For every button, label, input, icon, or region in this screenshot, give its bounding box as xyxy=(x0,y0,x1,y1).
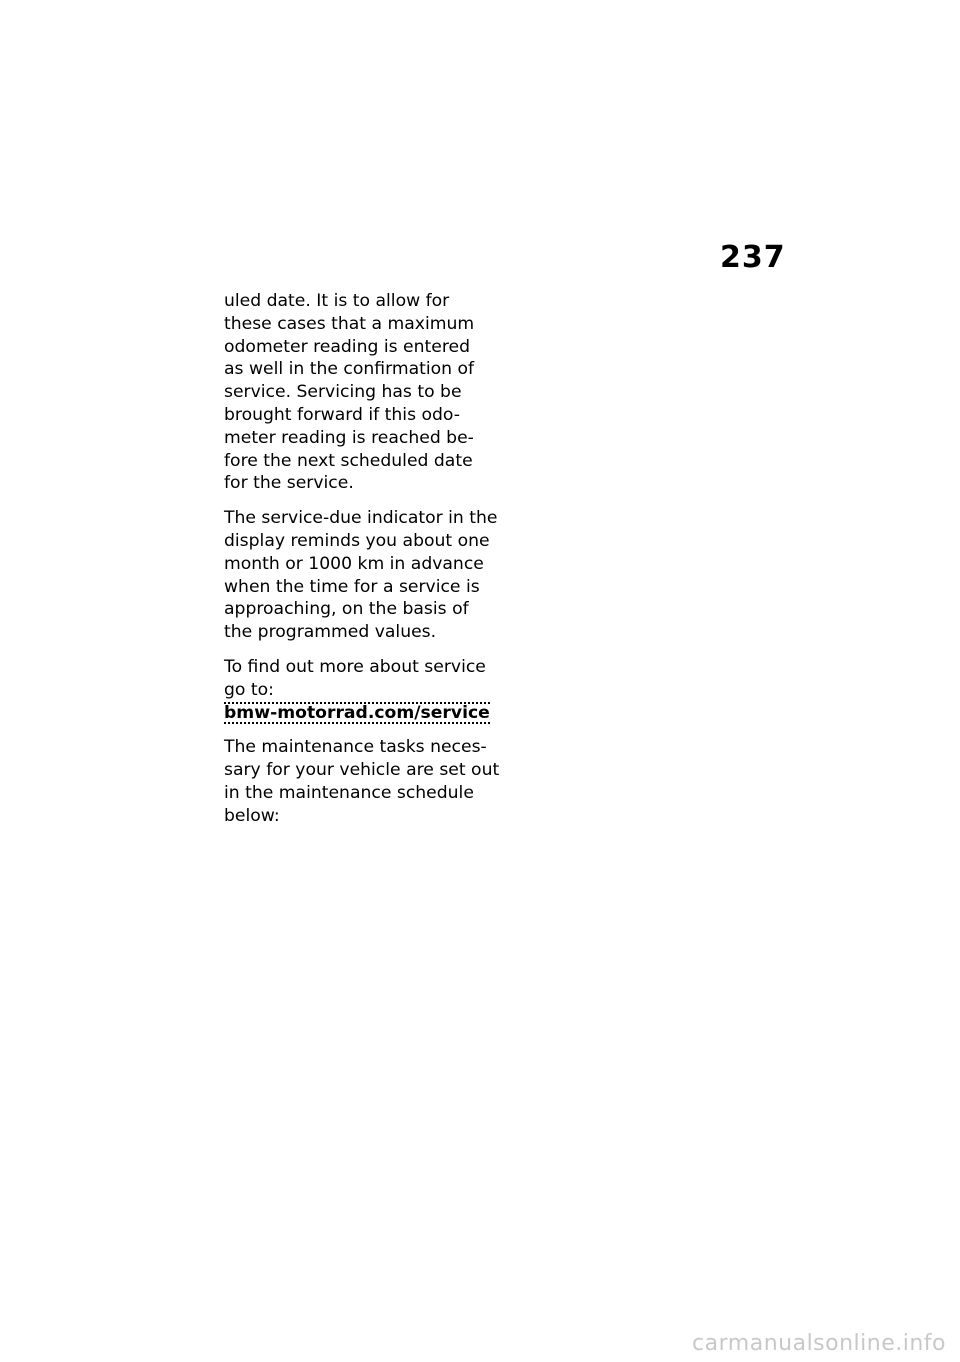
text-line: month or 1000 km in advance xyxy=(224,553,484,574)
text-line: the programmed values. xyxy=(224,622,437,643)
text-line: as well in the confirmation of xyxy=(224,359,475,380)
text-line: brought forward if this odo- xyxy=(224,404,460,425)
text-column xyxy=(224,290,524,840)
text-line: uled date. It is to allow for xyxy=(224,291,450,311)
text-line: meter reading is reached be- xyxy=(224,427,474,448)
watermark-text: carmanualsonline.info xyxy=(692,1331,946,1356)
page-number: 237 xyxy=(720,240,786,275)
text-line: odometer reading is entered xyxy=(224,336,470,357)
text-line: display reminds you about one xyxy=(224,530,490,551)
text-line: go to: xyxy=(224,679,274,700)
text-line: below: xyxy=(224,805,280,826)
paragraph-service-date xyxy=(224,290,524,495)
paragraph-service-indicator xyxy=(224,507,524,644)
text-line: sary for your vehicle are set out xyxy=(224,760,500,781)
text-line: these cases that a maximum xyxy=(224,313,475,334)
text-line: service. Servicing has to be xyxy=(224,382,462,403)
text-line: when the time for a service is xyxy=(224,576,480,597)
text-line: The maintenance tasks neces- xyxy=(224,737,487,758)
text-line: To find out more about service xyxy=(224,656,486,677)
text-line: in the maintenance schedule xyxy=(224,782,474,803)
paragraph-service-link xyxy=(224,656,524,724)
text-line: approaching, on the basis of xyxy=(224,599,469,620)
text-line: The service-due indicator in the xyxy=(224,508,498,529)
paragraph-maintenance-tasks xyxy=(224,736,524,827)
text-line: fore the next scheduled date xyxy=(224,450,473,471)
text-line: for the service. xyxy=(224,473,354,494)
service-website-link[interactable]: bmw-motorrad.com/service xyxy=(224,702,490,723)
